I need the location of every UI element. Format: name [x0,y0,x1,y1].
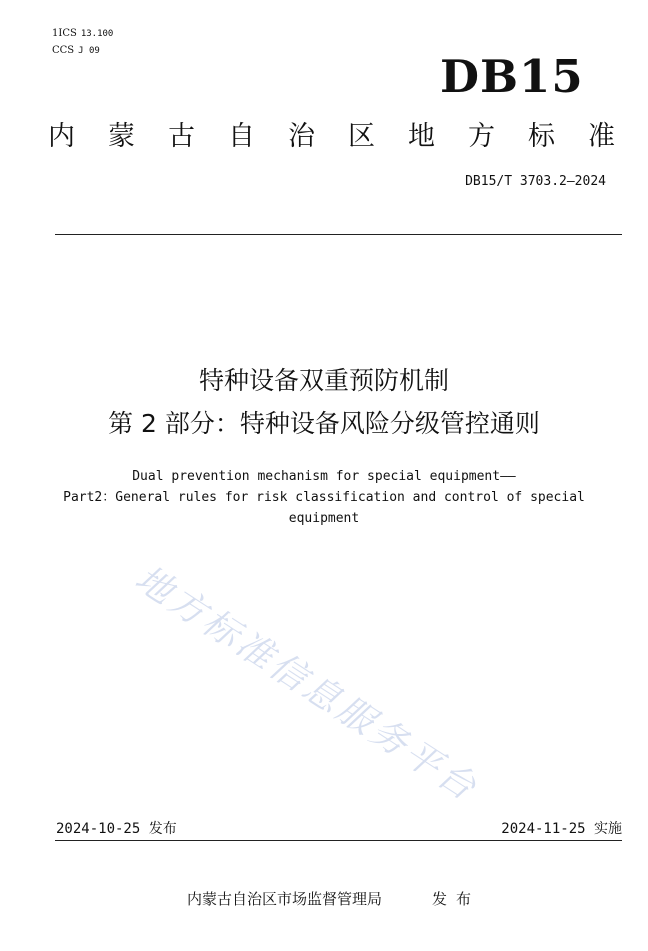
standard-number: DB15/T 3703.2—2024 [465,174,606,189]
english-title-line-1: Dual prevention mechanism for special equipment—— [132,469,516,484]
watermark: 地方标准信息服务平台 [127,558,486,811]
issue-date: 2024-10-25 发布 [56,821,177,837]
english-title-line-2: Part2：General rules for risk classification and control of special [63,490,585,505]
header-divider [55,234,622,235]
ics-label: 1ICS [52,28,77,39]
ccs-classification [52,45,100,57]
standard-type-heading: 内蒙古自治区地方标准 [48,121,648,152]
ccs-code: J 09 [78,46,100,56]
chinese-title-line-2: 第 2 部分：特种设备风险分级管控通则 [108,409,540,438]
publisher-name: 内蒙古自治区市场监督管理局 [187,890,383,908]
chinese-title-line-1: 特种设备双重预防机制 [198,366,449,395]
standard-logo: DB15 [440,50,584,103]
publish-label: 发布 [432,890,481,908]
ics-classification [52,28,113,40]
english-title-line-3: equipment [288,511,360,526]
implementation-date: 2024-11-25 实施 [501,821,622,837]
footer-divider [55,840,622,841]
ccs-label: CCS [52,45,75,56]
ics-code: 13.100 [80,29,114,39]
